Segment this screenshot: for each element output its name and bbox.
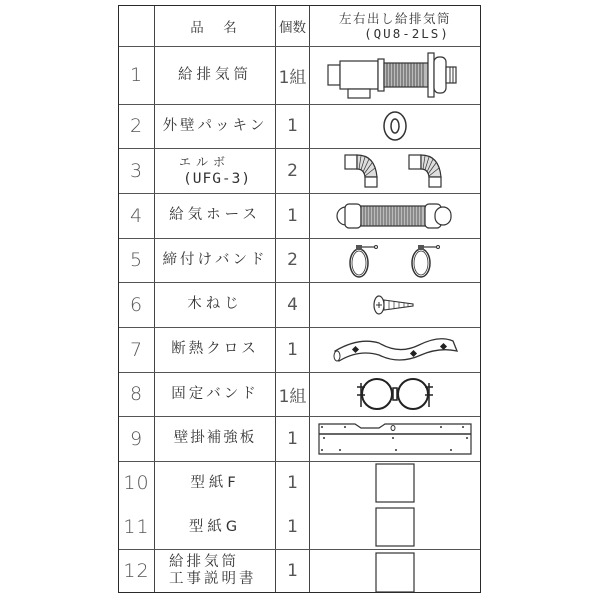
part-name: 給排気筒 (178, 66, 252, 83)
row-number: 3 (129, 159, 144, 182)
part-name: 壁掛補強板 (173, 430, 257, 446)
part-qty: 4 (287, 294, 298, 315)
row-number: 11 (123, 516, 150, 538)
part-qty: 1 (287, 560, 298, 581)
header-image (310, 6, 480, 46)
row-number: 12 (123, 559, 150, 582)
template-sheet-g-icon (310, 505, 480, 549)
part-qty: 1組 (278, 386, 307, 407)
part-name (155, 549, 275, 592)
flue-pipe-assembly-icon (310, 46, 480, 104)
part-qty: 1 (287, 517, 298, 537)
row-number: 8 (129, 383, 144, 405)
part-name: 外壁パッキン (162, 117, 268, 134)
hose-clamp-pair-icon (310, 238, 480, 282)
part-qty: 1 (287, 116, 298, 136)
intake-hose-icon (310, 193, 480, 238)
part-qty: 1組 (278, 67, 307, 88)
wall-packing-ring-icon (310, 104, 480, 148)
row-number: 1 (129, 64, 144, 86)
header-image-model: (QU8-2LS) (364, 26, 450, 41)
header-image-title: 左右出し給排気筒 (338, 11, 451, 26)
part-qty: 1 (287, 205, 298, 226)
part-name: 型紙G (188, 518, 242, 535)
elbow-pair-icon (310, 148, 480, 193)
row-number: 5 (129, 249, 144, 271)
header-name: 品 名 (190, 20, 240, 36)
row-number: 7 (129, 338, 144, 361)
part-qty: 2 (287, 160, 298, 181)
part-name: 給気ホース (169, 207, 261, 223)
fixing-band-icon (310, 372, 480, 416)
template-sheet-f-icon (310, 461, 480, 505)
row-number: 10 (123, 472, 150, 494)
insulation-cloth-icon (310, 327, 480, 372)
part-name-line1: 給排気筒 (169, 553, 239, 570)
part-qty: 2 (287, 250, 298, 270)
part-qty: 1 (287, 473, 298, 493)
manual-sheet-icon (310, 549, 480, 592)
wall-reinforcement-plate-icon (310, 416, 480, 461)
part-name: 断熱クロス (171, 341, 259, 357)
row-number: 2 (129, 115, 144, 137)
parts-list-table (118, 5, 481, 593)
row-number: 9 (129, 427, 144, 450)
part-name: 固定バンド (171, 385, 259, 402)
part-name-line2: (UFG-3) (183, 170, 252, 187)
part-name: 締付けバンド (162, 251, 268, 268)
part-name: 型紙F (190, 474, 240, 491)
wood-screw-icon (310, 282, 480, 327)
row-number: 4 (129, 204, 144, 227)
part-name-line2: 工事説明書 (169, 570, 257, 587)
part-name: 木ねじ (187, 296, 243, 312)
part-qty: 1 (287, 428, 298, 449)
part-qty: 1 (287, 339, 298, 360)
row-number: 6 (129, 293, 144, 316)
part-name (155, 148, 275, 193)
part-name-line1: エルボ (179, 154, 231, 169)
header-qty: 個数 (279, 20, 306, 36)
